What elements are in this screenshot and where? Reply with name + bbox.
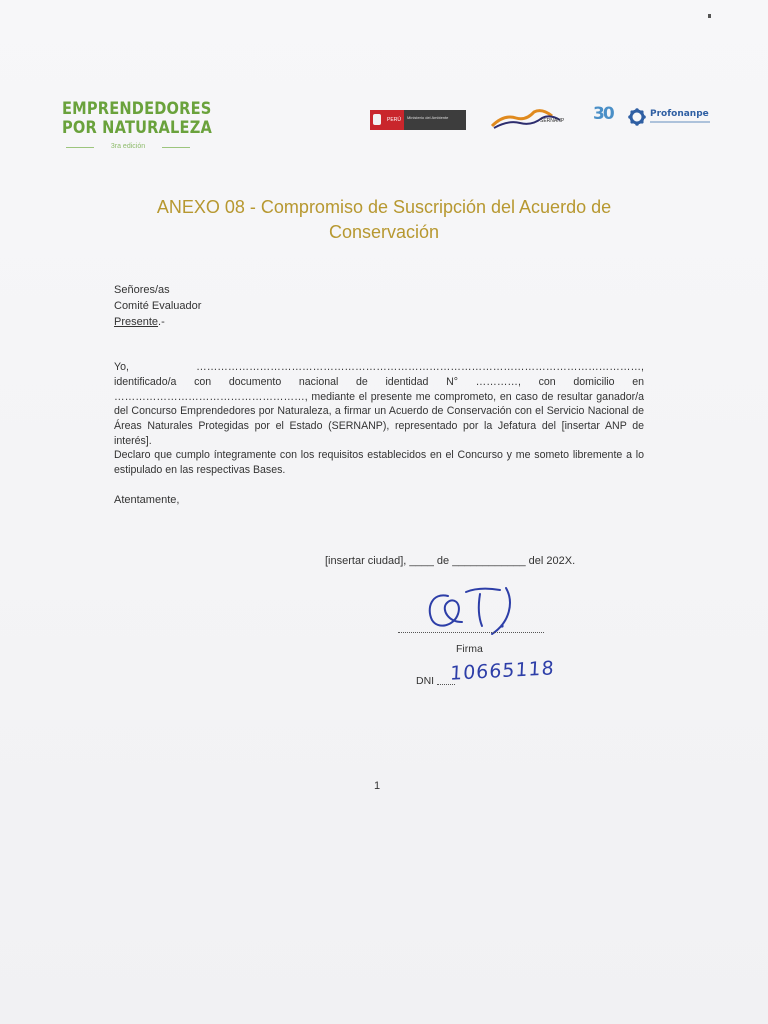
minam-logo xyxy=(370,110,466,130)
closing-text: Atentamente, xyxy=(114,494,180,506)
minam-name: Ministerio del Ambiente xyxy=(404,110,466,130)
anniversary-number: 30 xyxy=(593,104,613,124)
profonanpe-logo xyxy=(628,106,728,128)
title-line-1: ANEXO 08 - Compromiso de Suscripción del Acuerdo de xyxy=(156,197,612,217)
sernanp-logo xyxy=(490,106,574,132)
brand-edition: 3ra edición xyxy=(62,143,194,153)
brand-line-1: EMPRENDEDORES xyxy=(62,99,212,119)
firma-label: Firma xyxy=(456,643,483,655)
addressee-line-1: Señores/as xyxy=(114,284,170,296)
body-paragraph-2: Declaro que cumplo íntegramente con los requisitos establecidos en el Concurso y me someto libremente a lo estipulado en las respectivas Bases. xyxy=(114,449,644,476)
dni-handwritten-value: 10665118 xyxy=(449,657,556,685)
scan-mark xyxy=(708,14,711,18)
emprendedores-logo xyxy=(62,99,212,153)
addressee-line-3 xyxy=(114,314,201,330)
signature-line xyxy=(398,632,544,633)
gear-icon xyxy=(628,108,646,126)
addressee-line-2: Comité Evaluador xyxy=(114,300,202,312)
anniversary-logo xyxy=(593,104,625,130)
body-paragraph-1: Yo, ………………………………………………………………………………………………………………, identificado/a con documento nacional de identidad N° …………, con domicilio en ………………………………………………, mediante el presente me comprometo, en caso de resultar ganador/a del Concurso Emprendedores por Naturaleza, a firmar un Acuerdo de Conservación con el Servicio Nacional de Áreas Naturales Protegidas por el Estado (SERNANP), representado por la Jefatura del [insertar ANP de interés]. xyxy=(114,361,644,447)
page-number: 1 xyxy=(374,780,381,792)
place-date-line: [insertar ciudad], ____ de ____________ del 202X. xyxy=(325,555,576,567)
dni-label: DNI xyxy=(416,675,435,687)
minam-peru-label: PERÚ xyxy=(384,110,404,130)
document-title xyxy=(100,195,668,245)
addressee-block xyxy=(114,282,201,330)
brand-line-2: POR NATURALEZA xyxy=(62,118,212,138)
profonanpe-tagline xyxy=(650,121,710,123)
profonanpe-label: Profonanpe xyxy=(650,109,709,119)
addressee-suffix: .- xyxy=(158,316,165,328)
title-line-2: Conservación xyxy=(328,222,440,242)
addressee-presente: Presente xyxy=(114,316,159,328)
peru-shield-icon xyxy=(370,110,384,130)
sernanp-label: SERNANP xyxy=(540,118,565,124)
